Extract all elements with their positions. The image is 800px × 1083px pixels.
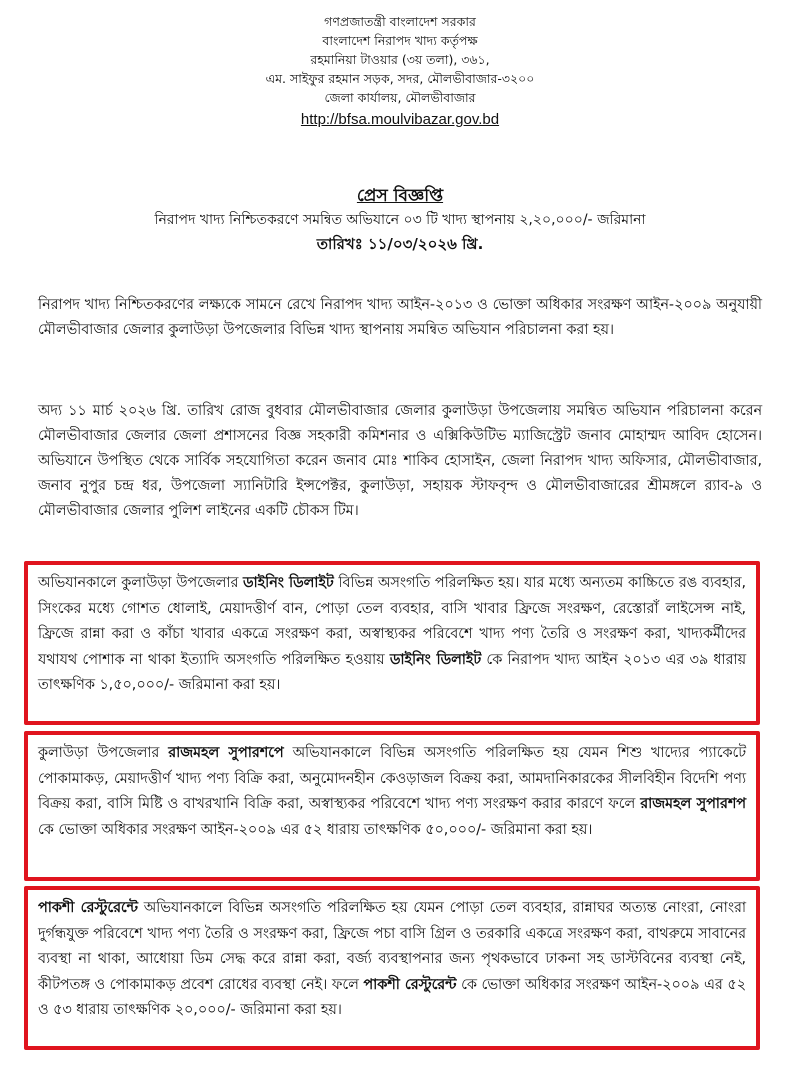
letterhead-authority: বাংলাদেশ নিরাপদ খাদ্য কর্তৃপক্ষ <box>322 33 478 48</box>
press-release-title: প্রেস বিজ্ঞপ্তি <box>356 186 444 206</box>
highlight-box-rajmahal-supershop <box>24 731 760 881</box>
text-segment: কে ভোক্তা অধিকার সংরক্ষণ আইন-২০০৯ এর ৫২ ও ৫৩ ধারায় তাৎক্ষণিক ২০,০০০/- জরিমানা করা হয়। <box>38 976 746 1018</box>
box-text <box>38 741 746 843</box>
text-segment: কে ভোক্তা অধিকার সংরক্ষণ আইন-২০০৯ এর ৫২ ধারায় তাৎক্ষণিক ৫০,০০০/- জরিমানা করা হয়। <box>38 821 593 838</box>
business-name: ডাইনিং ডিলাইট <box>389 651 482 668</box>
press-release-subtitle: নিরাপদ খাদ্য নিশ্চিতকরণে সমন্বিত অভিযানে ০৩ টি খাদ্য স্থাপনায় ২,২০,০০০/- জরিমানা <box>154 212 646 228</box>
business-name: রাজমহল সুপারশপ <box>640 796 746 812</box>
text-segment: কে নিরাপদ খাদ্য আইন ২০১৩ এর ৩৯ ধারায় তাৎক্ষণিক ১,৫০,০০০/- জরিমানা করা হয়। <box>38 651 746 693</box>
business-name: পাকশী রেস্টুরেন্ট <box>363 976 457 993</box>
text-segment: অভিযানকালে কুলাউড়া উপজেলার <box>38 575 244 591</box>
text-segment: অভিযানকালে বিভিন্ন অসংগতি পরিলক্ষিত হয় যেমন পোড়া তেল ব্যবহার, রান্নাঘর অত্যন্ত নোংরা, নোংরা দুর্গন্ধযুক্ত পরিবেশে খাদ্য পণ্য তৈরি ও সংরক্ষণ করা, ফ্রিজে পচা বাসি গ্রিল ও তরকারি একত্রে সংরক্ষণ করা, বাথরুমে সাবানের ব্যবস্থা না থাকা, আধোয়া ডিম সেদ্ধ করে রান্না করা, বর্জ্য ব্যবস্থাপনার জন্য পৃথকভাবে ঢাকনা সহ ডাস্টবিনের ব্যবস্থা নেই, কীটপতঙ্গ ও পোকামাকড় প্রবেশ রোধের ব্যবস্থা নেই। ফলে <box>38 900 746 993</box>
text-segment: কুলাউড়া উপজেলার <box>38 745 169 761</box>
letterhead-building: রহমানিয়া টাওয়ার (৩য় তলা), ৩৬১, <box>310 52 490 67</box>
highlight-box-dining-delight <box>24 561 760 725</box>
letterhead-government: গণপ্রজাতন্ত্রী বাংলাদেশ সরকার <box>324 14 476 29</box>
website-link[interactable]: http://bfsa.moulvibazar.gov.bd <box>300 111 500 128</box>
highlight-box-pakshi-restaurant <box>24 886 760 1050</box>
box-text <box>38 571 746 699</box>
business-name: ডাইনিং ডিলাইট <box>243 575 334 591</box>
box-text <box>38 896 746 1024</box>
letterhead-road: এম. সাইফুর রহমান সড়ক, সদর, মৌলভীবাজার-৩২০০ <box>265 71 535 86</box>
business-name: পাকশী রেস্টুরেন্টে <box>38 900 138 916</box>
letterhead <box>0 12 800 129</box>
intro-paragraph: নিরাপদ খাদ্য নিশ্চিতকরণের লক্ষ্যকে সামনে রেখে নিরাপদ খাদ্য আইন-২০১৩ ও ভোক্তা অধিকার সংরক্ষণ আইন-২০০৯ অনুযায়ী মৌলভীবাজার জেলার কুলাউড়া উপজেলার বিভিন্ন খাদ্য স্থাপনায় সমন্বিত অভিযান পরিচালনা করা হয়। <box>38 297 762 338</box>
details-paragraph: অদ্য ১১ মার্চ ২০২৬ খ্রি. তারিখ রোজ বুধবার মৌলভীবাজার জেলার কুলাউড়া উপজেলায় সমন্বিত অভিযান পরিচালনা করেন মৌলভীবাজার জেলার জেলা প্রশাসনের বিজ্ঞ সহকারী কমিশনার ও এক্সিকিউটিভ ম্যাজিস্ট্রেট জনাব মোহাম্মদ আবিদ হোসেন। অভিযানে উপস্থিত থেকে সার্বিক সহযোগিতা করেন জনাব মোঃ শাকিব হোসাইন, জেলা নিরাপদ খাদ্য অফিসার, মৌলভীবাজার, জনাব নুপুর চন্দ্র ধর, উপজেলা স্যানিটারি ইন্সপেক্টর, কুলাউড়া, সহায়ক স্টাফবৃন্দ ও মৌলভীবাজারের শ্রীমঙ্গলে র‍্যাব-৯ ও মৌলভীবাজার জেলার পুলিশ লাইনের একটি চৌকস টিম। <box>38 403 762 519</box>
press-release-date: তারিখঃ ১১/০৩/২০২৬ খ্রি. <box>316 235 484 253</box>
text-segment: অভিযানকালে বিভিন্ন অসংগতি পরিলক্ষিত হয় যেমন শিশু খাদ্যের প্যাকেটে পোকামাকড়, মেয়াদত্তীর্ণ খাদ্য পণ্য বিক্রি করা, অনুমোদনহীন কেওড়াজল বিক্রয় করা, আমদানিকারকের সীলবিহীন বিদেশি পণ্য বিক্রয় করা, বাসি মিষ্টি ও বাখরখানি বিক্রি করা, অস্বাস্থ্যকর পরিবেশে খাদ্য পণ্য সংরক্ষণ করার কারণে ফলে <box>38 745 746 812</box>
letterhead-office: জেলা কার্যালয়, মৌলভীবাজার <box>324 90 476 105</box>
business-name: রাজমহল সুপারশপে <box>168 745 284 761</box>
title-block <box>0 184 800 256</box>
text-segment: বিভিন্ন অসংগতি পরিলক্ষিত হয়। যার মধ্যে অন্যতম কাচ্চিতে রঙ ব্যবহার, সিংকের মধ্যে গোশত ধোলাই, মেয়াদত্তীর্ণ বান, পোড়া তেল ব্যবহার, বাসি খাবার ফ্রিজে সংরক্ষণ, রেস্তোরাঁ লাইসেন্স নাই, ফ্রিজে রান্না করা ও কাঁচা খাবার একত্রে সংরক্ষণ করা, অস্বাস্থ্যকর পরিবেশে খাদ্য পণ্য তৈরি ও সংরক্ষণ করা, খাদ্যকর্মীদের যথাযথ পোশাক না থাকা ইত্যাদি অসংগতি পরিলক্ষিত হওয়ায় <box>38 575 746 668</box>
